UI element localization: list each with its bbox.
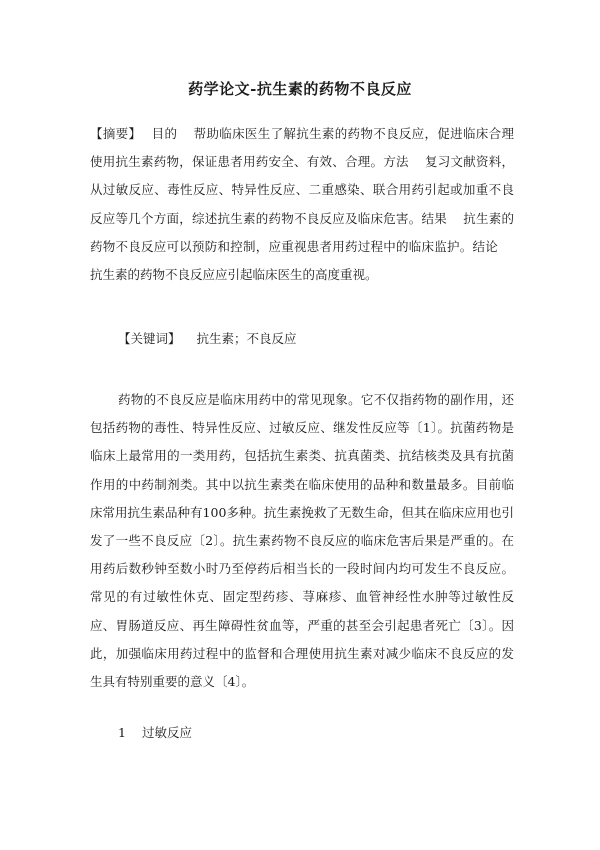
section-heading [118,719,418,747]
keywords-text: 抗生素；不良反应 [196,331,297,346]
abstract-paragraph [90,120,514,289]
method-text: 复习文献资料，从过敏反应、毒性反应、特异性反应、二重感染、联合用药引起或加重不良反应等几个方面，综述抗生素的药物不良反应及临床危害。 [90,154,514,226]
abstract-label: 【摘要】 [90,126,142,141]
section-title: 过敏反应 [141,725,192,740]
keywords-line [118,325,518,353]
conclusion-text: 抗生素的药物不良反应应引起临床医生的高度重视。 [90,267,378,283]
conclusion-label: 结论 [472,238,498,254]
keywords-label: 【关键词】 [118,331,181,346]
result-text: 抗生素的药物不良反应可以预防和控制，应重视患者用药过程中的临床监护。 [90,210,514,254]
objective-text: 帮助临床医生了解抗生素的药物不良反应，促进临床合理使用抗生素药物，保证患者用药安全、有效、合理。 [90,126,514,170]
result-label: 结果 [421,210,447,226]
section-number: 1 [118,725,126,740]
objective-label: 目的 [151,126,178,141]
method-label: 方法 [383,154,409,170]
page-title: 药学论文-抗生素的药物不良反应 [188,80,412,98]
body-paragraph: 药物的不良反应是临床用药中的常见现象。它不仅指药物的副作用，还包括药物的毒性、特异性反应、过敏反应、继发性反应等〔1〕。抗菌药物是临床上最常用的一类用药，包括抗生素类、抗真菌类、抗结核类及具有抗菌作用的中药制剂类。其中以抗生素类在临床使用的品种和数量最多。目前临床常用抗生素品种有100多种。抗生素挽救了无数生命，但其在临床应用也引发了一些不良反应〔2〕。抗生素药物不良反应的临床危害后果是严重的。在用药后数秒钟至数小时乃至停药后相当长的一段时间内均可发生不良反应。常见的有过敏性休克、固定型药疹、荨麻疹、血管神经性水肿等过敏性反应、胃肠道反应、再生障碍性贫血等，严重的甚至会引起患者死亡〔3〕。因此，加强临床用药过程中的监督和合理使用抗生素对减少临床不良反应的发生具有特别重要的意义〔4〕。 [90,392,514,690]
